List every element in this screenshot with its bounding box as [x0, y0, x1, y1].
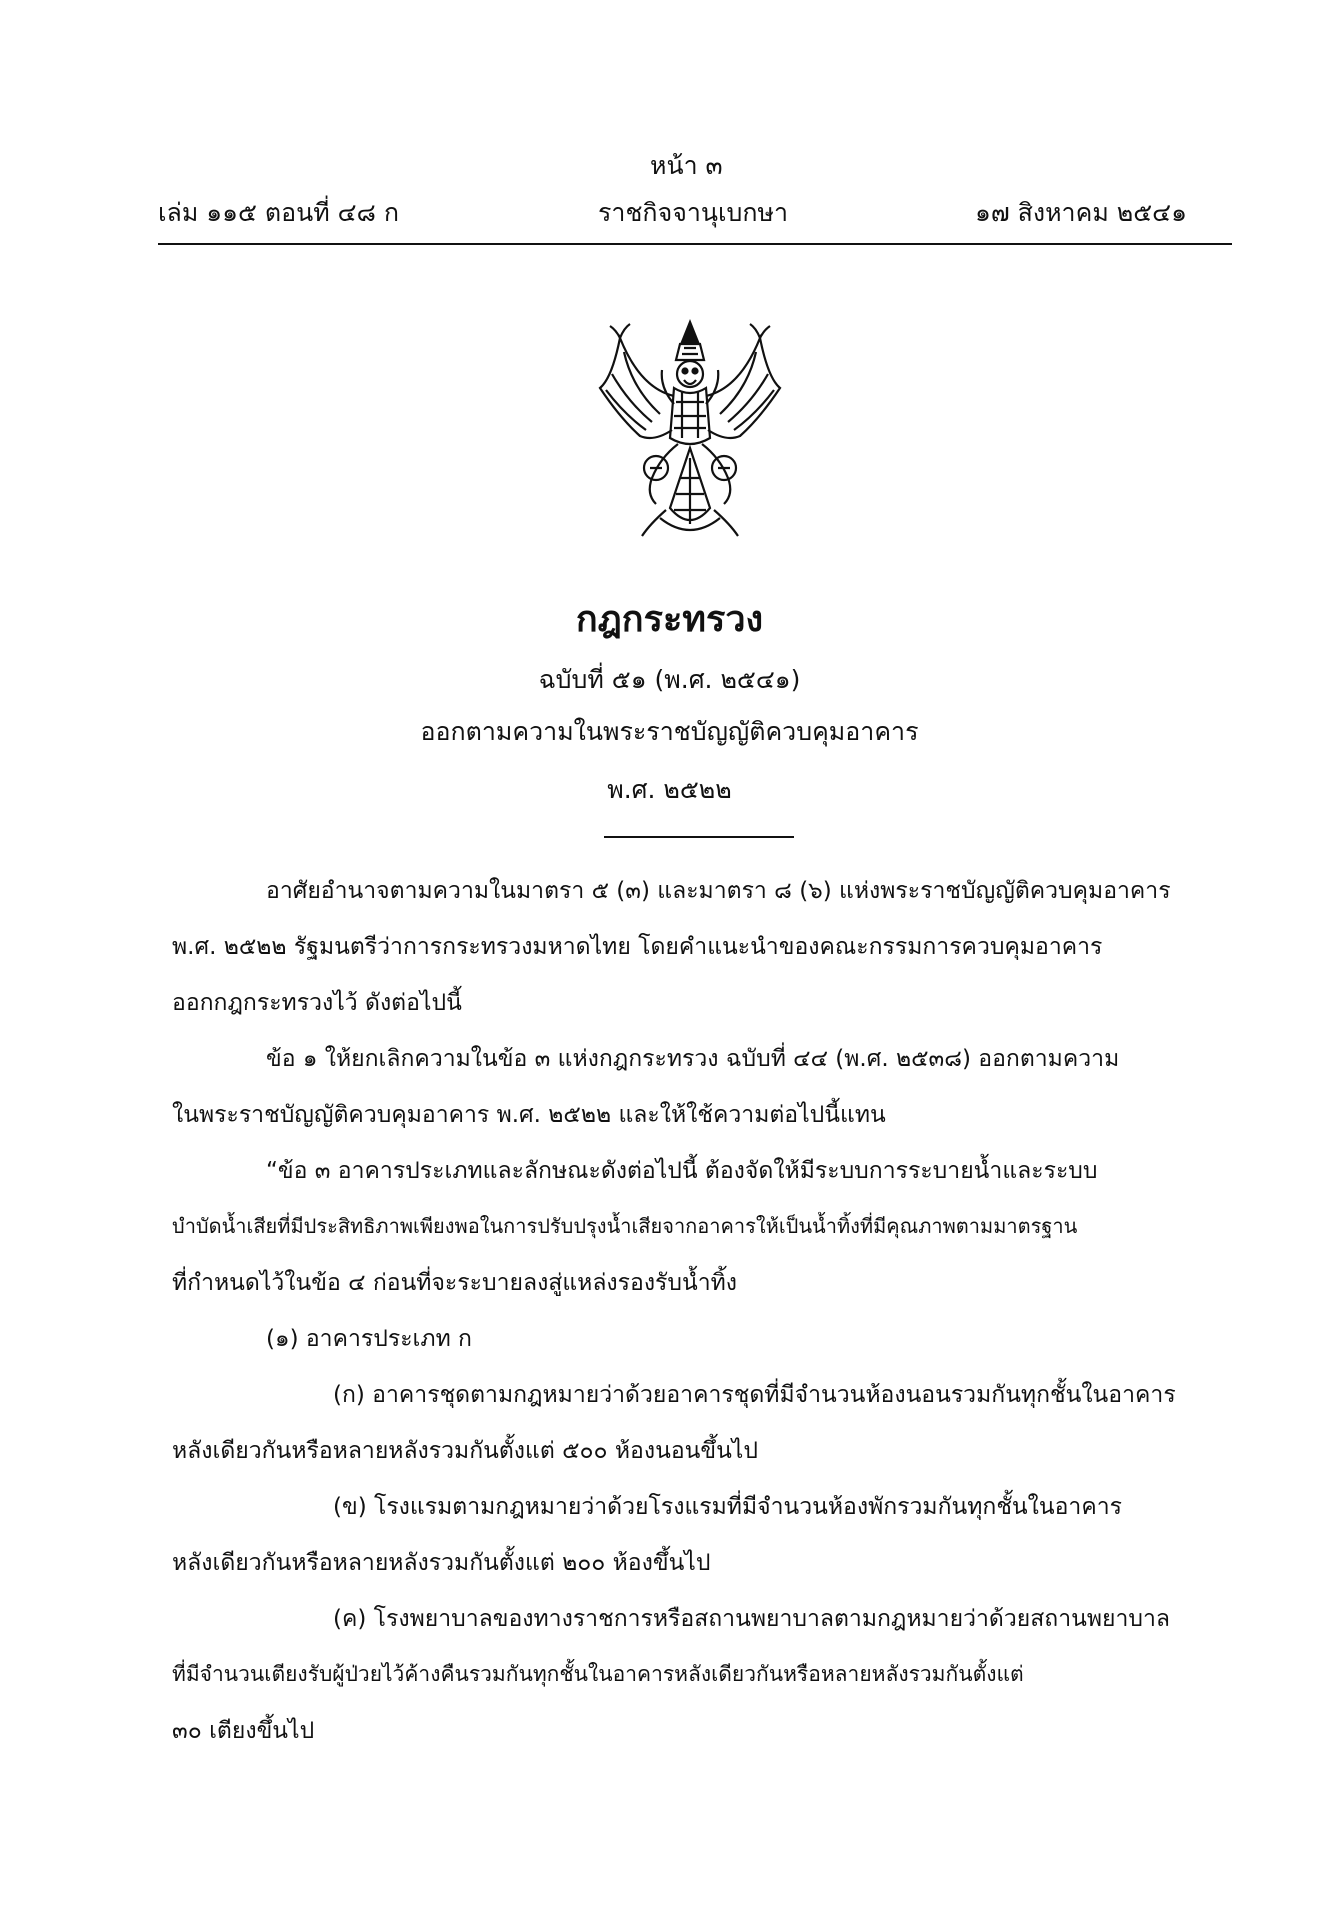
body-line: ๓๐ เตียงขึ้นไป — [172, 1718, 315, 1744]
body-line: หลังเดียวกันหรือหลายหลังรวมกันตั้งแต่ ๕๐๐ ห้องนอนขึ้นไป — [172, 1438, 758, 1464]
body-line: ในพระราชบัญญัติควบคุมอาคาร พ.ศ. ๒๕๒๒ และให้ใช้ความต่อไปนี้แทน — [172, 1102, 886, 1128]
body-line: หลังเดียวกันหรือหลายหลังรวมกันตั้งแต่ ๒๐๐ ห้องขึ้นไป — [172, 1550, 711, 1576]
document-issued-under: ออกตามความในพระราชบัญญัติควบคุมอาคาร — [420, 717, 919, 746]
body-line: ออกกฎกระทรวงไว้ ดังต่อไปนี้ — [172, 990, 462, 1016]
body-line: อาศัยอำนาจตามความในมาตรา ๕ (๓) และมาตรา ๘ (๖) แห่งพระราชบัญญัติควบคุมอาคาร — [266, 878, 1171, 904]
body-line: ข้อ ๑ ให้ยกเลิกความในข้อ ๓ แห่งกฎกระทรวง ฉบับที่ ๔๔ (พ.ศ. ๒๕๓๘) ออกตามความ — [266, 1046, 1120, 1072]
body-line: ที่มีจำนวนเตียงรับผู้ป่วยไว้ค้างคืนรวมกันทุกชั้นในอาคารหลังเดียวกันหรือหลายหลังรวมกันตั้งแต่ — [172, 1662, 1024, 1686]
document-act-year: พ.ศ. ๒๕๒๒ — [607, 775, 732, 804]
body-line: ที่กำหนดไว้ในข้อ ๔ ก่อนที่จะระบายลงสู่แหล่งรองรับน้ำทิ้ง — [172, 1270, 738, 1296]
page-number: หน้า ๓ — [650, 151, 723, 180]
title-divider — [604, 836, 794, 838]
gazette-name: ราชกิจจานุเบกษา — [598, 198, 789, 227]
publication-date: ๑๗ สิงหาคม ๒๕๔๑ — [975, 198, 1187, 227]
garuda-emblem-icon — [590, 318, 790, 540]
document-title: กฎกระทรวง — [575, 599, 764, 640]
header-divider — [158, 243, 1232, 245]
body-line: พ.ศ. ๒๕๒๒ รัฐมนตรีว่าการกระทรวงมหาดไทย โดยคำแนะนำของคณะกรรมการควบคุมอาคาร — [172, 934, 1103, 960]
body-line: บำบัดน้ำเสียที่มีประสิทธิภาพเพียงพอในการปรับปรุงน้ำเสียจากอาคารให้เป็นน้ำทิ้งที่มีคุณภาพตามมาตรฐาน — [172, 1214, 1078, 1238]
body-line: “ข้อ ๓ อาคารประเภทและลักษณะดังต่อไปนี้ ต้องจัดให้มีระบบการระบายน้ำและระบบ — [266, 1158, 1098, 1184]
body-line: (ก) อาคารชุดตามกฎหมายว่าด้วยอาคารชุดที่มีจำนวนห้องนอนรวมกันทุกชั้นในอาคาร — [333, 1382, 1176, 1408]
document-edition: ฉบับที่ ๕๑ (พ.ศ. ๒๕๔๑) — [538, 665, 801, 694]
body-line: (๑) อาคารประเภท ก — [266, 1326, 472, 1352]
body-line: (ข) โรงแรมตามกฎหมายว่าด้วยโรงแรมที่มีจำนวนห้องพักรวมกันทุกชั้นในอาคาร — [333, 1494, 1122, 1520]
body-line: (ค) โรงพยาบาลของทางราชการหรือสถานพยาบาลตามกฎหมายว่าด้วยสถานพยาบาล — [333, 1606, 1170, 1632]
volume-issue: เล่ม ๑๑๕ ตอนที่ ๔๘ ก — [158, 198, 399, 227]
